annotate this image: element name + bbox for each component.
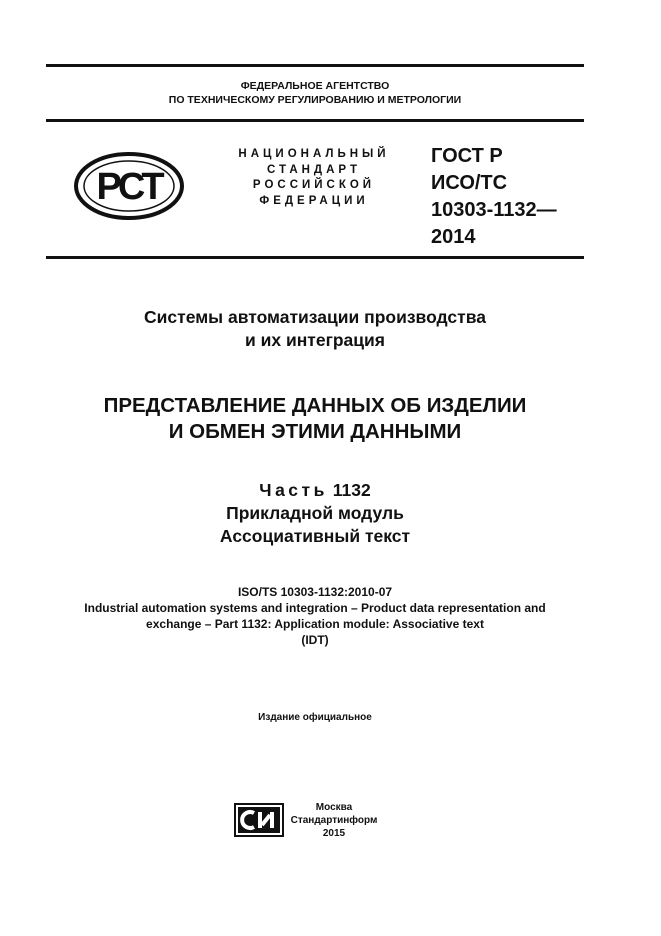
national-standard-line-1: НАЦИОНАЛЬНЫЙ [238, 148, 390, 160]
title-line-2: и их интеграция [244, 330, 386, 350]
designation-line-4: 2014 [431, 226, 476, 248]
agency-header [46, 79, 584, 107]
iso-reference [40, 584, 590, 648]
part-word: Часть [259, 480, 328, 500]
subtitle-line-1: ПРЕДСТАВЛЕНИЕ ДАННЫХ ОБ ИЗДЕЛИИ [103, 394, 527, 417]
national-standard-line-2: СТАНДАРТ [267, 163, 361, 176]
header-bottom-rule [46, 256, 584, 259]
edition-label: Издание официальное [258, 712, 372, 723]
iso-reference-line-3: exchange – Part 1132: Application module: Associative text [146, 617, 484, 631]
national-standard-label [216, 147, 412, 209]
part-line-2: Прикладной модуль [226, 503, 404, 523]
agency-line-1: ФЕДЕРАЛЬНОЕ АГЕНТСТВО [240, 80, 390, 92]
agency-line-2: ПО ТЕХНИЧЕСКОМУ РЕГУЛИРОВАНИЮ И МЕТРОЛОГИИ [168, 94, 462, 106]
rst-mark-icon [74, 152, 184, 220]
publisher-block [286, 801, 382, 840]
rst-mark-text: РСТ [96, 166, 162, 208]
standartinform-logo-icon [234, 803, 284, 837]
subtitle-line-2: И ОБМЕН ЭТИМИ ДАННЫМИ [168, 420, 462, 443]
agency-rule [46, 119, 584, 122]
part-number: 1132 [332, 480, 371, 500]
publisher-city: Москва [315, 802, 353, 813]
part-number-line [46, 479, 584, 502]
document-subtitle [46, 393, 584, 445]
national-standard-line-3: РОССИЙСКОЙ [252, 179, 376, 191]
publisher-name: Стандартинформ [290, 815, 378, 826]
title-line-1: Системы автоматизации производства [144, 307, 486, 327]
standard-designation [431, 143, 557, 251]
national-standard-line-4: ФЕДЕРАЦИИ [259, 194, 369, 207]
designation-line-2: ИСО/ТС [431, 172, 508, 194]
publisher-year: 2015 [322, 828, 346, 839]
iso-reference-line-4: (IDT) [301, 633, 329, 647]
top-rule [46, 64, 584, 67]
iso-reference-line-1: ISO/TS 10303-1132:2010-07 [237, 585, 393, 599]
designation-line-1: ГОСТ Р [431, 145, 503, 167]
iso-reference-line-2: Industrial automation systems and integration – Product data representation and [84, 601, 546, 615]
document-title [46, 306, 584, 352]
part-heading [46, 479, 584, 548]
part-line-3: Ассоциативный текст [219, 526, 411, 546]
designation-line-3: 10303-1132— [431, 199, 557, 221]
